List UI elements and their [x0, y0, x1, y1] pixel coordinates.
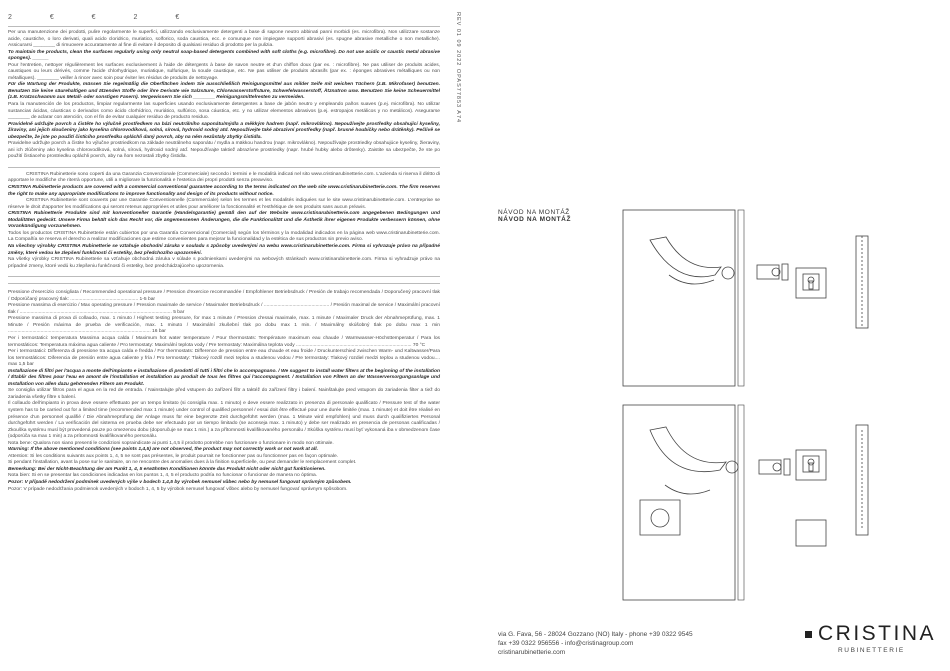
top-mixer-drawing — [623, 210, 868, 386]
brand-logo — [805, 622, 936, 654]
plate-detail-inner — [803, 456, 819, 472]
lever-handle — [650, 237, 721, 277]
company-address — [498, 630, 693, 657]
specs-paragraph: Pressione massima di prova di collaudo, max. 1 minuto / Highest testing pressure, for max 1 minute / Pression d'essai maximale, max. 1 minute / Maximaler Druck der Abnahmeprüfung, max. 1 Minute / Presión máxima de prueba de verificación, max. 1 minuto / Maximální zkušební tlak po dobu max 1 min. / Maximálny skúšobný tlak po dobu max 1 min ......................................................................................................... 16 bar — [8, 316, 440, 335]
plate-detail-inner — [803, 274, 819, 290]
specs-paragraph: Se consiglia utilizar filtros para el agua en la red de entrada. / Nainstalujte před vstupem do zařízení filtr a taktéž do zařízení filtry i balení. Nainštalujte pred vstupom do zariadenia filter a tiež do zariadenia všetky filtre s balení. — [8, 388, 440, 400]
product-drawing — [470, 180, 940, 620]
warranty-paragraph: CRISTINA Rubinetterie products are covered with a commercial conventional guarantee according to the terms indicated on the web site www.cristinarubinetterie.com. The firm reserves the right to make any appropriate modifications to improve functionality and design of its products without notice. — [8, 185, 440, 197]
logo-square-icon — [805, 631, 812, 638]
warranty-paragraph: Todos los productos CRISTINA Rubinetterie están cubiertos por una Garantía Convencional (Comercial) según los términos y la modalidad indicados en la página web www.cristinarubinetterie.com. La Compañía se reserva el derecho a realizar modificaciones que estime convenientes para mejorar la funcionalidad y la estética de sus productos sin previo aviso. — [8, 230, 440, 243]
valve-spindle — [784, 459, 790, 475]
specs-paragraph: Per i termostatici: Differenza di pressione tra acqua calda e fredda / For thermostats: Difference de pression entre eau chaude et eau froide / Druckunterschied zwischen Warm- und Kaltwasser/Para los termostáticos: Diferencia de presión entre agua caliente y fría / Pro termostaty: Tlakový rozdíl mezi teplou a studenou vodou / Pre termostaty: Tlakový rozdiel medzi teplou a studenou vodou.... max 1,5 bar — [8, 349, 440, 368]
cleaning-paragraph: Pravidelně udržujte povrch a čistěte ho výlučně prostředkem na bázi neutrálního saponátu/mýdla a měkkým hadrem (např. mikrovlákno). Nepoužívejte prostředky obsahující kyseliny, žíraviny, ani jejich sloučeniny jako kyselina chlorovodíková, solná, sírová, hydroxid sodný atd. Nepoužívejte také abrazivní prostředky (např. brusné houbičky nebo drátěnky). Pečlivě se ubezpečte, že jste po použití čistícího prostředku opláchli daný povrch, aby na něm nezůstaly zbytky čistidla. — [8, 121, 440, 140]
cleaning-paragraph: Pravidelne udržujte povrch a čistite ho výlučne prostriedkom na základe neutrálneho saponátu / mydla a mäkkou handrou (napr. mikrovlákno). Nepoužívajte prostriedky obsahujúce kyseliny, žieraviny, ani ich zlúčeniny ako kyselina chlorovodíková, solná, sírová, hydroxid sodný atď. Nepoužívajte taktiež abrazívne prostriedky (napr. hrubé hubky alebo drôtenky). Zaistite sa ubezpečte, že ste po použití čistiaceho prostriedku opláchli povrch, aby na ňom nezostali zbytky čistidla. — [8, 141, 440, 160]
specs-paragraph: Si pendant l'installation, avant la pose sur le sanitaire, on ne rencontre des anomalies dues à la finition superficielle, ou peut demander le remplacement complet. — [8, 460, 357, 466]
fax-email-line: fax +39 0322 956556 - info@cristinagroup.com — [498, 640, 634, 647]
bottom-mixer-drawing — [623, 405, 868, 600]
manual-title: NÁVOD NA MONTÁŽ — [498, 209, 570, 216]
specs-paragraph: Attention: Si les conditions suivants aux points 1, 4, 5 ne sont pas présentes, le produit pourrait ne fonctionner pas ou fonctionner pas en façon optimale. — [8, 453, 339, 459]
divider — [8, 276, 440, 277]
cleaning-paragraph: Für die Wartung der Produkte, müssen Sie regelmäßig die Oberflächen indem Sie ausschließlich Reinigungsmittel aus milder Seife mit weichen Tüchern (z.B. Mikrofaser) benutzen. Benutzen Sie keine säurehaltigen und ätzenden Stoffe oder ihre Derivate wie Salzsäure, Chlorwasserstoffsäure, Schwefelwasserstoff, Ätznatron usw. Benutzen Sie keine Scheuermittel (z.B. Kratzschwamm aus Metall- oder sonstigen Fasern). Vergewissern Sie sich ________ Reinigungsmittelresten zu vermeiden. — [8, 82, 440, 101]
specs-paragraph: Nota bene: Qualora non siano presenti le condizioni sopraindicate ai punti 1,4,5 il prodotto potrebbe non funzionare o funzionare in modo non ottimale. — [8, 440, 334, 446]
specs-paragraph: Pressione d'esercizio consigliata / Recommended operational pressure / Pression d'exercice recommandée / Empfohlener Betriebsdruck / Presión de trabajo recomendada / Doporučený pracovní tlak / Odporúčaný pracovný tlak: .................................................. 1-5 bar — [8, 290, 440, 302]
lever-knob — [722, 267, 734, 279]
specs-paragraph: Per i termostatici: temperatura Massima acqua calda / Maximum hot water temperature / Pour thermostats: Température maximum eau chaude / Warmwasser-Höchsttemperatur / Para los termostáticos: Temperatura máxima agua caliente / Pro termostaty: Maximální teplota vody / Pre termostaty: Maximálna teplota vody ..................................................................................... 70 °C — [8, 335, 440, 348]
cleaning-paragraph: Pour l'entretien, nettoyer régulièrement les surfaces exclusivement à l'aide de détergents à base de savon neutre et d'un chiffon doux (par ex. : microfibre). Ne pas utiliser de produits acides, caustiques ou leurs dérivés, comme l'acide chlorhydrique, muriatique, sulfurique, la soude caustique, etc. Ne pas utiliser de produits abrasifs (par ex. : éponges abrasives métalliques ou non métalliques). ________ veiller à rincer avec soin pour éviter les résidus de produits de nettoyage. — [8, 62, 440, 81]
specs-paragraph: Installazione di filtri per l'acqua a monte dell'impianto e installazione di prodotti di tutti i filtri che lo accompagnano. / We suggest to install water filters at the beginning of the installation / Établir des filtres pour l'eau en amont de l'installation et installation au produit de tous les filtres qui l'accompagnent. / Installation von Filtern an der Wasserversorgungsanlage und Installation von allen dazu gehörenden Filtern am Produkt. — [8, 368, 440, 387]
valve-cap — [773, 463, 781, 471]
manual-title-bold: NÁVOD NA MONTÁŽ — [498, 216, 572, 223]
address-line: via G. Fava, 56 - 28024 Gozzano (NO) Italy - phone +39 0322 9545 — [498, 631, 693, 638]
header-marks: 2 € € 2 € — [8, 14, 198, 21]
warranty-paragraph: CRISTINA Rubinetterie sont couverts par une Garantie Conventionnelle (Commerciale) selon les termes et les modalités indiquées sur le site www.cristinarubinetterie.com. L'entreprise se réserve le droit d'apporter les modifications qui seront retenus appropriées et utiles pour améliorer la fonctionnalité et l'esthétique de ses produits sans aucun préavis. — [8, 198, 440, 210]
divider — [8, 283, 440, 284]
lever-edge — [665, 485, 710, 494]
document-code: REV 01 09 2022 OPAS77853 A74 — [455, 12, 461, 124]
plate-side — [738, 210, 744, 386]
specs-paragraph: Pozor: V případě nedodržení podmínek uvedených výše v bodech 1,4,5 by výrobek nemusel vůbec nebo by nemusel fungovat správným způsobem. — [8, 480, 352, 485]
warranty-paragraph: Na všechny výrobky CRISTINA Rubinetterie se vztahuje obchodní záruka v souladu s způsoby uvedenými na webu www.cristinarubinetterie.com. Firma si vyhrazuje právo na případné změny, které vedou ke zlepšení funkčnosti či estetiky, bez předchozího upozornění. — [8, 243, 440, 256]
brand-sub: RUBINETTERIE — [838, 647, 905, 654]
diverter-body — [640, 500, 680, 535]
specs-paragraph: Il collaudo dell'impianto in prova deve essere effettuato per un tempo limitato (si consiglia max. 1 minuto) e deve essere realizzato in presenza di personale qualificato / Pressure test of the water system has to be carried out for a limited time (recommended max 1 minute) under control of qualified personnel / essai doit être effectué pour une durée limitée (max. 1 minute) et doit être réalisé en présence d'un personnel qualifié / Die Abnahmeprüfung der Anlage muss für eine begrenzte Zeit durchgeführt werden (max. 1 Minute wird empfohlen) und muss durch qualifiziertes Personal durchgeführt werden / La verificación del sistema en prueba debe ser efectuado por un tiempo limitado (se aconseja max. 1 minuto) y debe ser realizado en presencia de personas cualificadas / Zkouška systému musí být provedená pouze po omezenou dobu (doporučuje se max 1 min.) a za přítomnosti kvalifikovaného personálu / Skúška systému musí byť vykonaná iba v obmedzenom čase (odporúča sa max 1 min) a za prítomnosti kvalifikovaného personálu. — [8, 401, 440, 440]
plate-side — [738, 405, 744, 600]
valve-body — [757, 265, 779, 279]
cleaning-instructions — [8, 30, 440, 161]
specs-paragraph: Pozor: V prípade nedodržania podmienok uvedených v bodoch 1, 4, 5 by výrobok nemusel fungovať vôbec alebo by nemusel fungovať správnym spôsobom. — [8, 486, 348, 492]
warranty-paragraph: CRISTINA Rubinetterie Produkte sind mit konventioneller Garantie (Handelsgarantie) gemäß den auf der Website www.cristinarubinetterie.com angegebenen Bedingungen und Modalitäten gedeckt. Unsere Firma behält sich das Recht vor, die angemessenen Änderungen, die die Funktionalität und die Ästhetik ihrer eigenen Produkte verbessern können, ohne Vorankündigung vorzunehmen. — [8, 211, 440, 230]
cleaning-paragraph: Per una manutenzione dei prodotti, pulire regolarmente le superfici, utilizzando esclusivamente detergenti a base di sapone neutro abbinati panni morbidi (es. microfibra). Non utilizzare sostanze acide, caustiche, o loro derivati, quali acido cloridrico, muriatico, solforico, soda caustica, ecc. e comunque non impiegare supporti abrasivi (es. spugne abrasive metalliche o non metalliche). Assicurarsi ________ di rimuovere accuratamente al fine di evitare il deposito di qualsiasi residuo di prodotto per la pulizia. — [8, 30, 440, 49]
left-text-column — [8, 14, 440, 493]
valve-body — [759, 460, 781, 474]
divider — [8, 167, 440, 168]
plate-detail-lower — [796, 520, 826, 546]
diverter-knob — [651, 509, 669, 527]
lever-handle — [650, 427, 726, 472]
specs-paragraph: Bemerkung: Bei der Nicht-Beachtung der am Punkt 1, 4, 5 erwähnten Konditionen könnte das Produkt nicht oder nicht gut funktionieren. — [8, 466, 326, 472]
warranty-paragraph: Na všetky výrobky CRISTINA Rubinetterie sa vzťahuje obchodná záruka v súlade s podmienkami uvedenými na webových stránkach www.cristinarubinetterie.com. Firma si vyhradzuje právo na prípadné zmeny, ktoré vedú ku zlepšeniu funkčnosti či estetiky, bez predchádzajúceho upozornenia. — [8, 257, 440, 269]
specs-paragraph: Nota bien: Si en se presentar las condiciones indicadas en los puntos 1, 4, 5 el producto podría no funcionar o funcionar de manera no óptima. — [8, 473, 318, 479]
warranty-paragraph: CRISTINA Rubinetterie sono coperti da una Garanzia Convenzionale (Commerciale) secondo i termini e le modalità indicati nel sito www.cristinarubinetterie.com. L'azienda si riserva il diritto di apportare le modifiche che riterrà opportune, utili a migliorare la funzionalità e l'estetica dei propri prodotti senza preavviso. — [8, 171, 440, 184]
valve-spindle — [782, 264, 788, 280]
technical-specs — [8, 290, 440, 493]
lever-knob — [726, 461, 738, 473]
cover-plate-top — [623, 210, 735, 386]
specs-paragraph: Warning: If the above mentioned conditions (see points 1,4,5) are not observed, the product may not correctly work or not work at all. — [8, 447, 318, 453]
divider — [8, 26, 440, 27]
brand-name: CRISTINA — [818, 622, 937, 645]
cleaning-paragraph: To maintain the products, clean the surfaces regularly using only neutral soap-based detergents combined with soft cloths (e.g. microfibre). Do not use acidic or caustic metal abrasive sponges). ______ — [8, 49, 440, 62]
specs-paragraph: Pressione massima di esercizio / Max operating pressure / Pression maximale de service / Maximaler Betriebsdruck / ................................................ / Presión maximal de service / Maximální pracovní tlak / ................................................................................................................ 5 bar — [8, 303, 440, 315]
cleaning-paragraph: Para la manutención de los productos, limpiar regularmente las superficies usando exclusivamente detergentes a base de jabón neutro y empleando paños suaves (p.ej. microfibra). No utilizar sustancias ácidas, cáusticas o derivados como ácido clorhídrico, muriático, sulfúrico, sosa cáustica, etc. y no utilizar elementos abrasivos (p.ej. estropajos metálicos y no metálicos). Asegurarse ________ de aclarar con atención, con el fin de evitar cualquier residuo de producto residuo. — [8, 102, 440, 121]
warranty-text — [8, 172, 440, 270]
website-line: cristinarubinetterie.com — [498, 649, 566, 656]
